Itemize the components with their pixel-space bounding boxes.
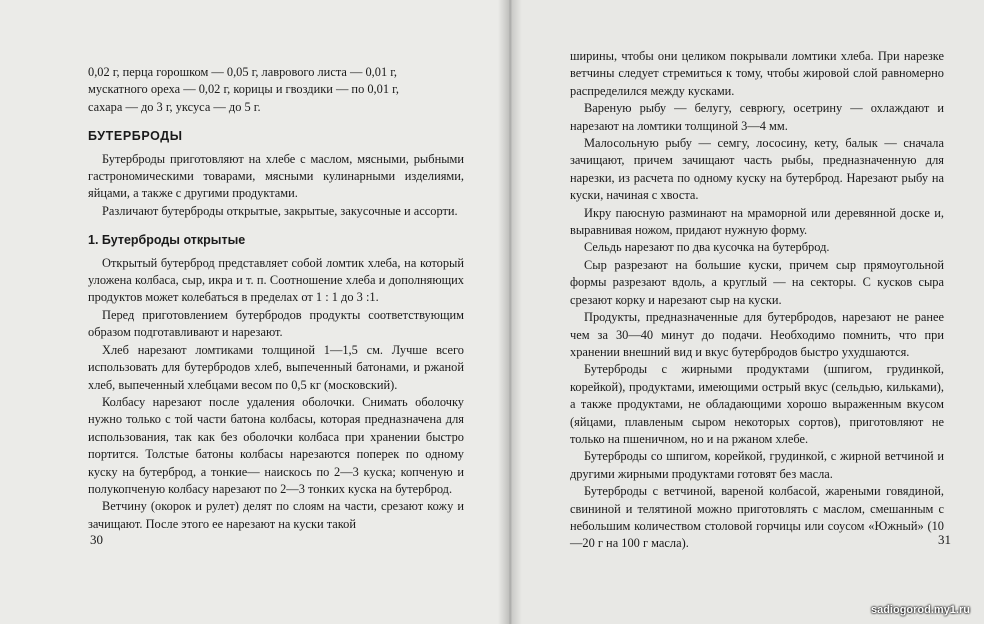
paragraph: Открытый бутерброд представляет собой ломтик хлеба, на который уложена колбаса, сыр, икра и т. п. Соотношение хлеба и дополняющих продуктов может колебаться в пределах от 1 : 1 до 3 :1. [88, 255, 464, 305]
paragraph: Сельдь нарезают по два кусочка на бутерброд. [584, 240, 830, 255]
paragraph: Бутерброды с жирными продуктами (шпигом, грудинкой, корейкой), продуктами, имеющими острый вкус (сельдью, кильками), а также продуктами, не обладающими хорошо выраженным вкусом (яйцами, плавленым сыром некоторых сортов), приготовляют не только на пшеничном, но и на ржаном хлебе. [570, 362, 944, 446]
paragraph: Малосольную рыбу — семгу, лососину, кету, балык — сначала зачищают, причем зачищают часть рыбы, предназначенную для нарезки, из расчета по одному куску на бутерброд. Нарезают рыбу на куски, начиная с хвоста. [570, 136, 944, 203]
text-line: мускатного ореха — 0,02 г, корицы и гвоздики — по 0,01 г, [88, 82, 399, 97]
left-page-text [88, 64, 464, 533]
text-line: 0,02 г, перца горошком — 0,05 г, лаврового листа — 0,01 г, [88, 65, 398, 79]
paragraph: Сыр разрезают на большие куски, причем сыр прямоугольной формы разрезают вдоль, а круглый — на секторы. С кусков сыра срезают корку и нарезают сыр на куски. [570, 257, 944, 307]
paragraph: Перед приготовлением бутербродов продукты соответствующим образом подготавливают и нарезают. [88, 307, 464, 340]
paragraph: Колбасу нарезают после удаления оболочки. Снимать оболочку нужно только с той части батона колбасы, которая предназначена для использования, так как без оболочки колбаса при хранении быстро портится. Толстые батоны колбасы нарезаются поперек по одному куску на бутерброд, а тонкие— наискось по 2—3 куска; копченую и полукопченую колбасу нарезают по 2—3 тонких куска на бутерброд. [88, 394, 464, 496]
page-number: 30 [90, 532, 103, 547]
paragraph: Различают бутерброды открытые, закрытые, закусочные и ассорти. [102, 203, 458, 218]
text-line: сахара — до 3 г, уксуса — до 5 г. [88, 99, 261, 114]
paragraph: Бутерброды с ветчиной, вареной колбасой, жареными говядиной, свининой и телятиной можно приготовлять с маслом, смешанным с небольшим количеством столовой горчицы или соусом «Южный» (10—20 г на 100 г масла). [570, 484, 944, 551]
paragraph: Бутерброды приготовляют на хлебе с маслом, мясными, рыбными гастрономическими товарами, мясными кулинарными изделиями, яйцами, а также с другими продуктами. [88, 151, 464, 201]
paragraph: ширины, чтобы они целиком покрывали ломтики хлеба. При нарезке ветчины следует стремиться к тому, чтобы жировой слой равномерно распределился между кусками. [570, 49, 944, 98]
paragraph: Вареную рыбу — белугу, севрюгу, осетрину — охлаждают и нарезают на ломтики толщиной 3—4 мм. [570, 101, 944, 133]
right-page-text [570, 48, 944, 553]
section-heading: БУТЕРБРОДЫ [88, 129, 183, 144]
paragraph: Продукты, предназначенные для бутербродов, нарезают не ранее чем за 30—40 минут до подачи. Необходимо помнить, что при хранении внешний вид и вкус бутербродов быстро ухудшаются. [570, 310, 944, 359]
subsection-heading: 1. Бутерброды открытые [88, 233, 246, 248]
paragraph: Хлеб нарезают ломтиками толщиной 1—1,5 см. Лучше всего использовать для бутербродов хлеб, выпеченный батонами, и ржаной хлеб, выпеченный хлебцами весом по 0,5 кг (московский). [88, 342, 464, 392]
right-page [510, 0, 984, 624]
paragraph: Ветчину (окорок и рулет) делят по слоям на части, срезают кожу и зачищают. После этого ее нарезают на куски такой [88, 499, 464, 531]
paragraph: Икру паюсную разминают на мраморной или деревянной доске и, выравнивая ножом, придают нужную форму. [570, 205, 944, 238]
book-gutter-shadow [498, 0, 522, 624]
paragraph: Бутерброды со шпигом, корейкой, грудинкой, с жирной ветчиной и другими жирными продуктами готовят без масла. [570, 449, 944, 481]
watermark: sadiogorod.my1.ru [870, 604, 970, 616]
page-number: 31 [938, 532, 951, 547]
